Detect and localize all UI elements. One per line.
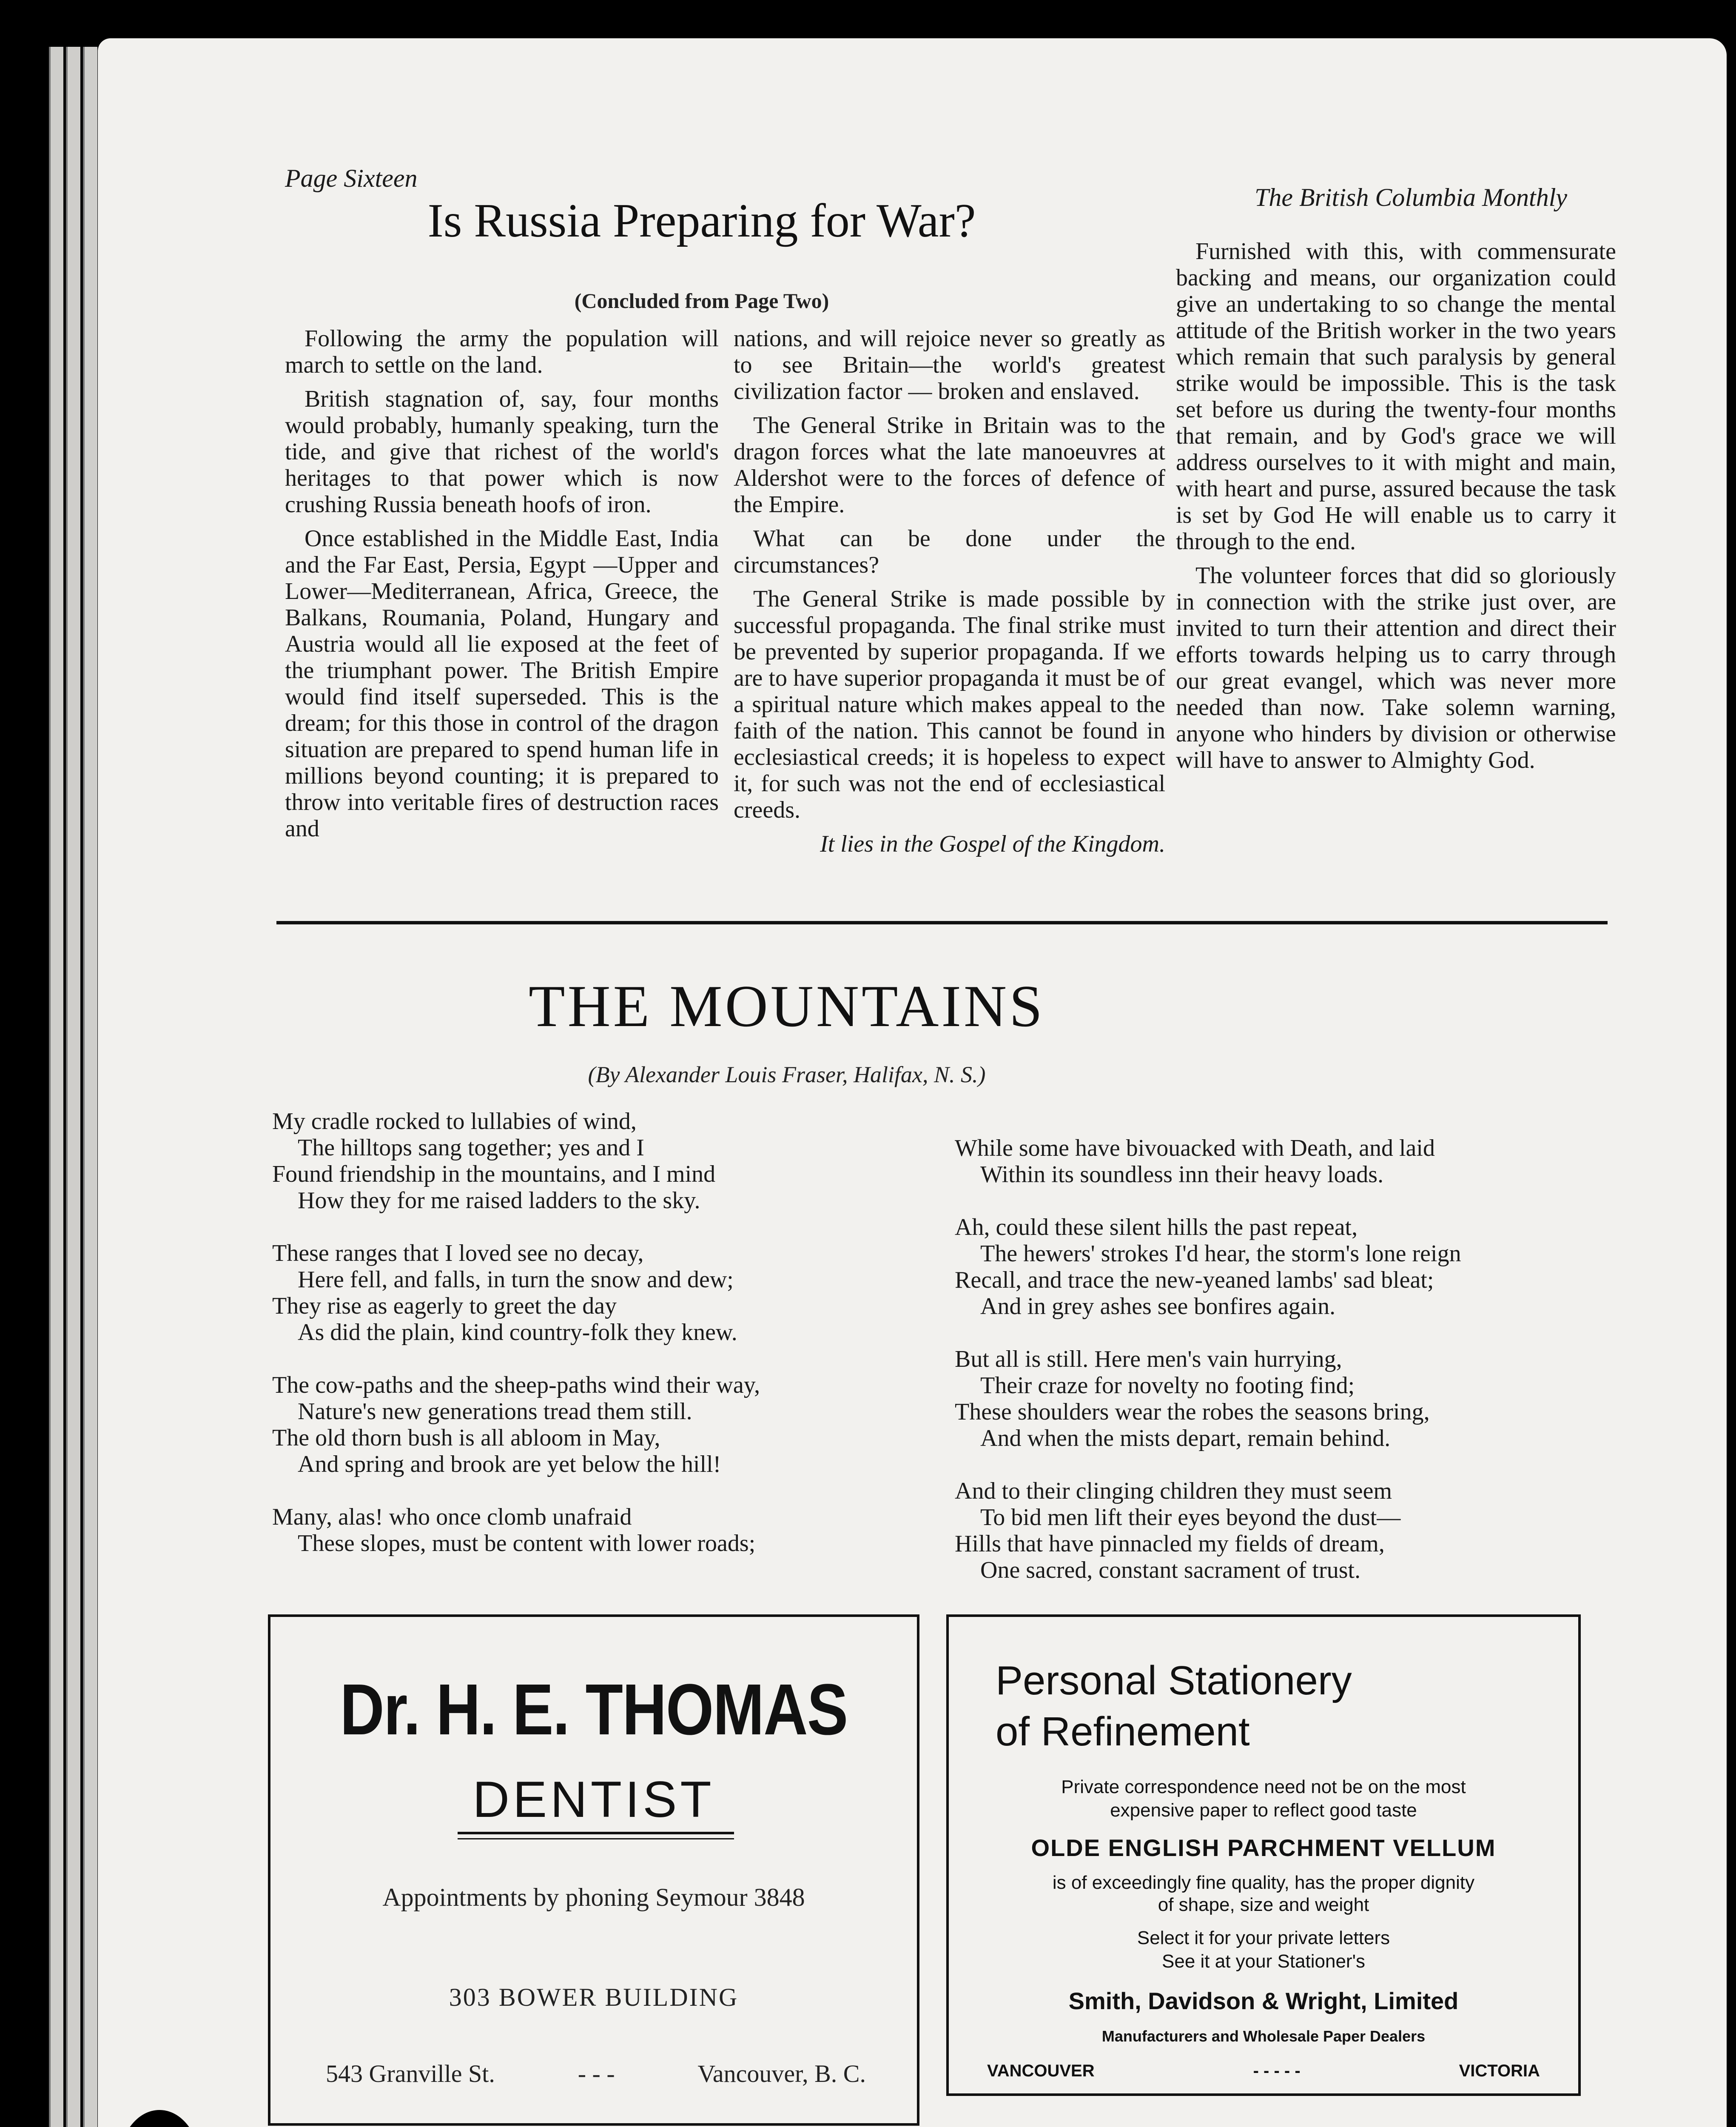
- poem-line: These slopes, must be content with lower roads;: [298, 1530, 756, 1557]
- street: 543 Granville St.: [326, 2060, 495, 2087]
- poem-line: These shoulders wear the robes the seasons bring,: [955, 1399, 1430, 1425]
- stanza: [272, 1504, 889, 1557]
- article-subtitle: (Concluded from Page Two): [574, 289, 829, 313]
- poem-line: And when the mists depart, remain behind.: [980, 1425, 1391, 1451]
- paragraph: Once established in the Middle East, India and the Far East, Persia, Egypt —Upper and Lower—Mediterranean, Africa, Greece, the Balkans, Roumania, Poland, Hungary and Austria would all lie exposed at the feet of the triumphant power. The British Empire would find itself superseded. This is the dream; for this those in control of the dragon situation are prepared to spend human life in millions beyond counting; it is prepared to throw into veritable fires of destruction races and: [285, 525, 719, 842]
- poem-right-column: [955, 1135, 1618, 1610]
- poem-line: The hilltops sang together; yes and I: [298, 1135, 644, 1161]
- building-line: 303 BOWER BUILDING: [449, 1983, 739, 2011]
- poem-line: Here fell, and falls, in turn the snow and dew;: [298, 1266, 734, 1293]
- paragraph: Following the army the population will march to settle on the land.: [285, 325, 719, 378]
- poem-line: How they for me raised ladders to the sky.: [298, 1187, 700, 1214]
- poem-line: One sacred, constant sacrament of trust.: [980, 1557, 1361, 1583]
- appointments-line: Appointments by phoning Seymour 3848: [382, 1883, 805, 1911]
- poem-line: They rise as eagerly to greet the day: [272, 1293, 617, 1319]
- article-column-2: [734, 325, 1165, 865]
- poem-line: Many, alas! who once clomb unafraid: [272, 1504, 632, 1530]
- stanza: [955, 1478, 1618, 1583]
- paragraph: nations, and will rejoice never so greatly as to see Britain—the world's greatest civilization factor — broken and enslaved.: [734, 325, 1165, 405]
- address-line: [326, 2059, 866, 2088]
- section-divider: [276, 921, 1608, 924]
- poem-line: To bid men lift their eyes beyond the dust—: [980, 1504, 1401, 1531]
- poem-line: The old thorn bush is all abloom in May,: [272, 1425, 660, 1451]
- stanza: [955, 1214, 1618, 1320]
- poem-line: And to their clinging children they must seem: [955, 1478, 1392, 1504]
- ad-heading-line-1: Personal Stationery: [996, 1658, 1352, 1703]
- stanza: [272, 1240, 889, 1346]
- ad-text: is of exceedingly fine quality, has the proper dignity: [1052, 1872, 1475, 1893]
- ad-text: Private correspondence need not be on the most: [1061, 1776, 1466, 1797]
- binding-edge: [83, 47, 97, 2127]
- dentist-profession: DENTIST: [472, 1771, 715, 1828]
- poem-line: As did the plain, kind country-folk they knew.: [298, 1319, 737, 1346]
- publication-name: The British Columbia Monthly: [1255, 183, 1567, 211]
- paragraph: The General Strike in Britain was to the dragon forces what the late manoeuvres at Aldershot were to the forces of defence of the Empire.: [734, 412, 1165, 518]
- poem-byline: (By Alexander Louis Fraser, Halifax, N. S.): [588, 1062, 986, 1087]
- city-victoria: VICTORIA: [1459, 2061, 1540, 2080]
- stanza: [272, 1108, 889, 1214]
- ad-text: expensive paper to reflect good taste: [1110, 1800, 1417, 1821]
- city: Vancouver, B. C.: [697, 2060, 866, 2087]
- paragraph: What can be done under the circumstances?: [734, 525, 1165, 578]
- poem-line: These ranges that I loved see no decay,: [272, 1240, 644, 1266]
- poem-line: And in grey ashes see bonfires again.: [980, 1293, 1336, 1320]
- poem-line: Their craze for novelty no footing find;: [980, 1372, 1355, 1399]
- poem-line: Hills that have pinnacled my fields of dream,: [955, 1531, 1385, 1557]
- ad-text: Select it for your private letters: [1137, 1927, 1390, 1948]
- underline: [458, 1838, 734, 1839]
- stationery-advertisement: [946, 1614, 1581, 2096]
- dentist-name: Dr. H. E. THOMAS: [340, 1669, 848, 1750]
- article-column-3: [1176, 238, 1616, 781]
- poem-line: But all is still. Here men's vain hurrying,: [955, 1346, 1342, 1372]
- underline: [458, 1832, 734, 1834]
- paragraph: The General Strike is made possible by successful propaganda. The final strike must be prevented by superior propaganda. If we are to have superior propaganda it must be of a spiritual nature which makes appeal to the faith of the nation. This cannot be found in ecclesiastical creeds; it is hopeless to expect it, for such was not the end of ecclesiastical creeds.: [734, 586, 1165, 823]
- ad-heading-line-2: of Refinement: [996, 1709, 1250, 1754]
- dentist-advertisement: [268, 1614, 919, 2126]
- separator: - - -: [578, 2060, 615, 2087]
- locations: [987, 2061, 1540, 2081]
- poem-line: Within its soundless inn their heavy loads.: [980, 1161, 1384, 1188]
- company-name: Smith, Davidson & Wright, Limited: [1068, 1987, 1459, 2014]
- poem-line: And spring and brook are yet below the hill!: [298, 1451, 721, 1477]
- closing-line: It lies in the Gospel of the Kingdom.: [820, 831, 1165, 857]
- poem-line: Nature's new generations tread them still.: [298, 1398, 692, 1425]
- page-label: Page Sixteen: [285, 164, 418, 192]
- poem-line: The hewers' strokes I'd hear, the storm's lone reign: [980, 1240, 1461, 1267]
- poem-line: Ah, could these silent hills the past repeat,: [955, 1214, 1358, 1240]
- poem-left-column: [272, 1108, 889, 1583]
- stanza: [272, 1372, 889, 1477]
- poem-line: The cow-paths and the sheep-paths wind their way,: [272, 1372, 760, 1398]
- city-vancouver: VANCOUVER: [987, 2061, 1095, 2080]
- binding-edge: [66, 47, 80, 2127]
- paragraph: The volunteer forces that did so gloriously in connection with the strike just over, are invited to turn their attention and direct their efforts towards helping us to carry through our great evangel, which was never more needed than now. Take solemn warning, anyone who hinders by division or otherwise will have to answer to Almighty God.: [1176, 562, 1616, 773]
- separator: - - - - -: [1253, 2061, 1301, 2080]
- ad-text: of shape, size and weight: [1158, 1894, 1369, 1915]
- article-title: Is Russia Preparing for War?: [427, 194, 976, 247]
- poem-line: My cradle rocked to lullabies of wind,: [272, 1108, 637, 1135]
- paragraph: British stagnation of, say, four months would probably, humanly speaking, turn the tide, and give that richest of the world's heritages to that power which is now crushing Russia beneath hoofs of iron.: [285, 386, 719, 518]
- stanza: [955, 1135, 1618, 1188]
- poem-line: Found friendship in the mountains, and I mind: [272, 1161, 716, 1187]
- ad-text: See it at your Stationer's: [1162, 1951, 1365, 1972]
- poem-line: While some have bivouacked with Death, and laid: [955, 1135, 1435, 1161]
- company-tagline: Manufacturers and Wholesale Paper Dealers: [1101, 2027, 1426, 2045]
- binding-edge: [49, 47, 63, 2127]
- product-name: OLDE ENGLISH PARCHMENT VELLUM: [1031, 1834, 1496, 1861]
- paragraph: Furnished with this, with commensurate backing and means, our organization could give an undertaking to so change the mental attitude of the British worker in the two years which remain that such paralysis by general strike would be impossible. This is the task set before us during the twenty-four months that remain, and by God's grace we will address ourselves to it with might and main, with heart and purse, assured because the task is set by God He will enable us to carry it through to the end.: [1176, 238, 1616, 555]
- poem-title: THE MOUNTAINS: [529, 973, 1045, 1039]
- article-column-1: [285, 325, 719, 850]
- poem-line: Recall, and trace the new-yeaned lambs' sad bleat;: [955, 1267, 1434, 1293]
- stanza: [955, 1346, 1618, 1451]
